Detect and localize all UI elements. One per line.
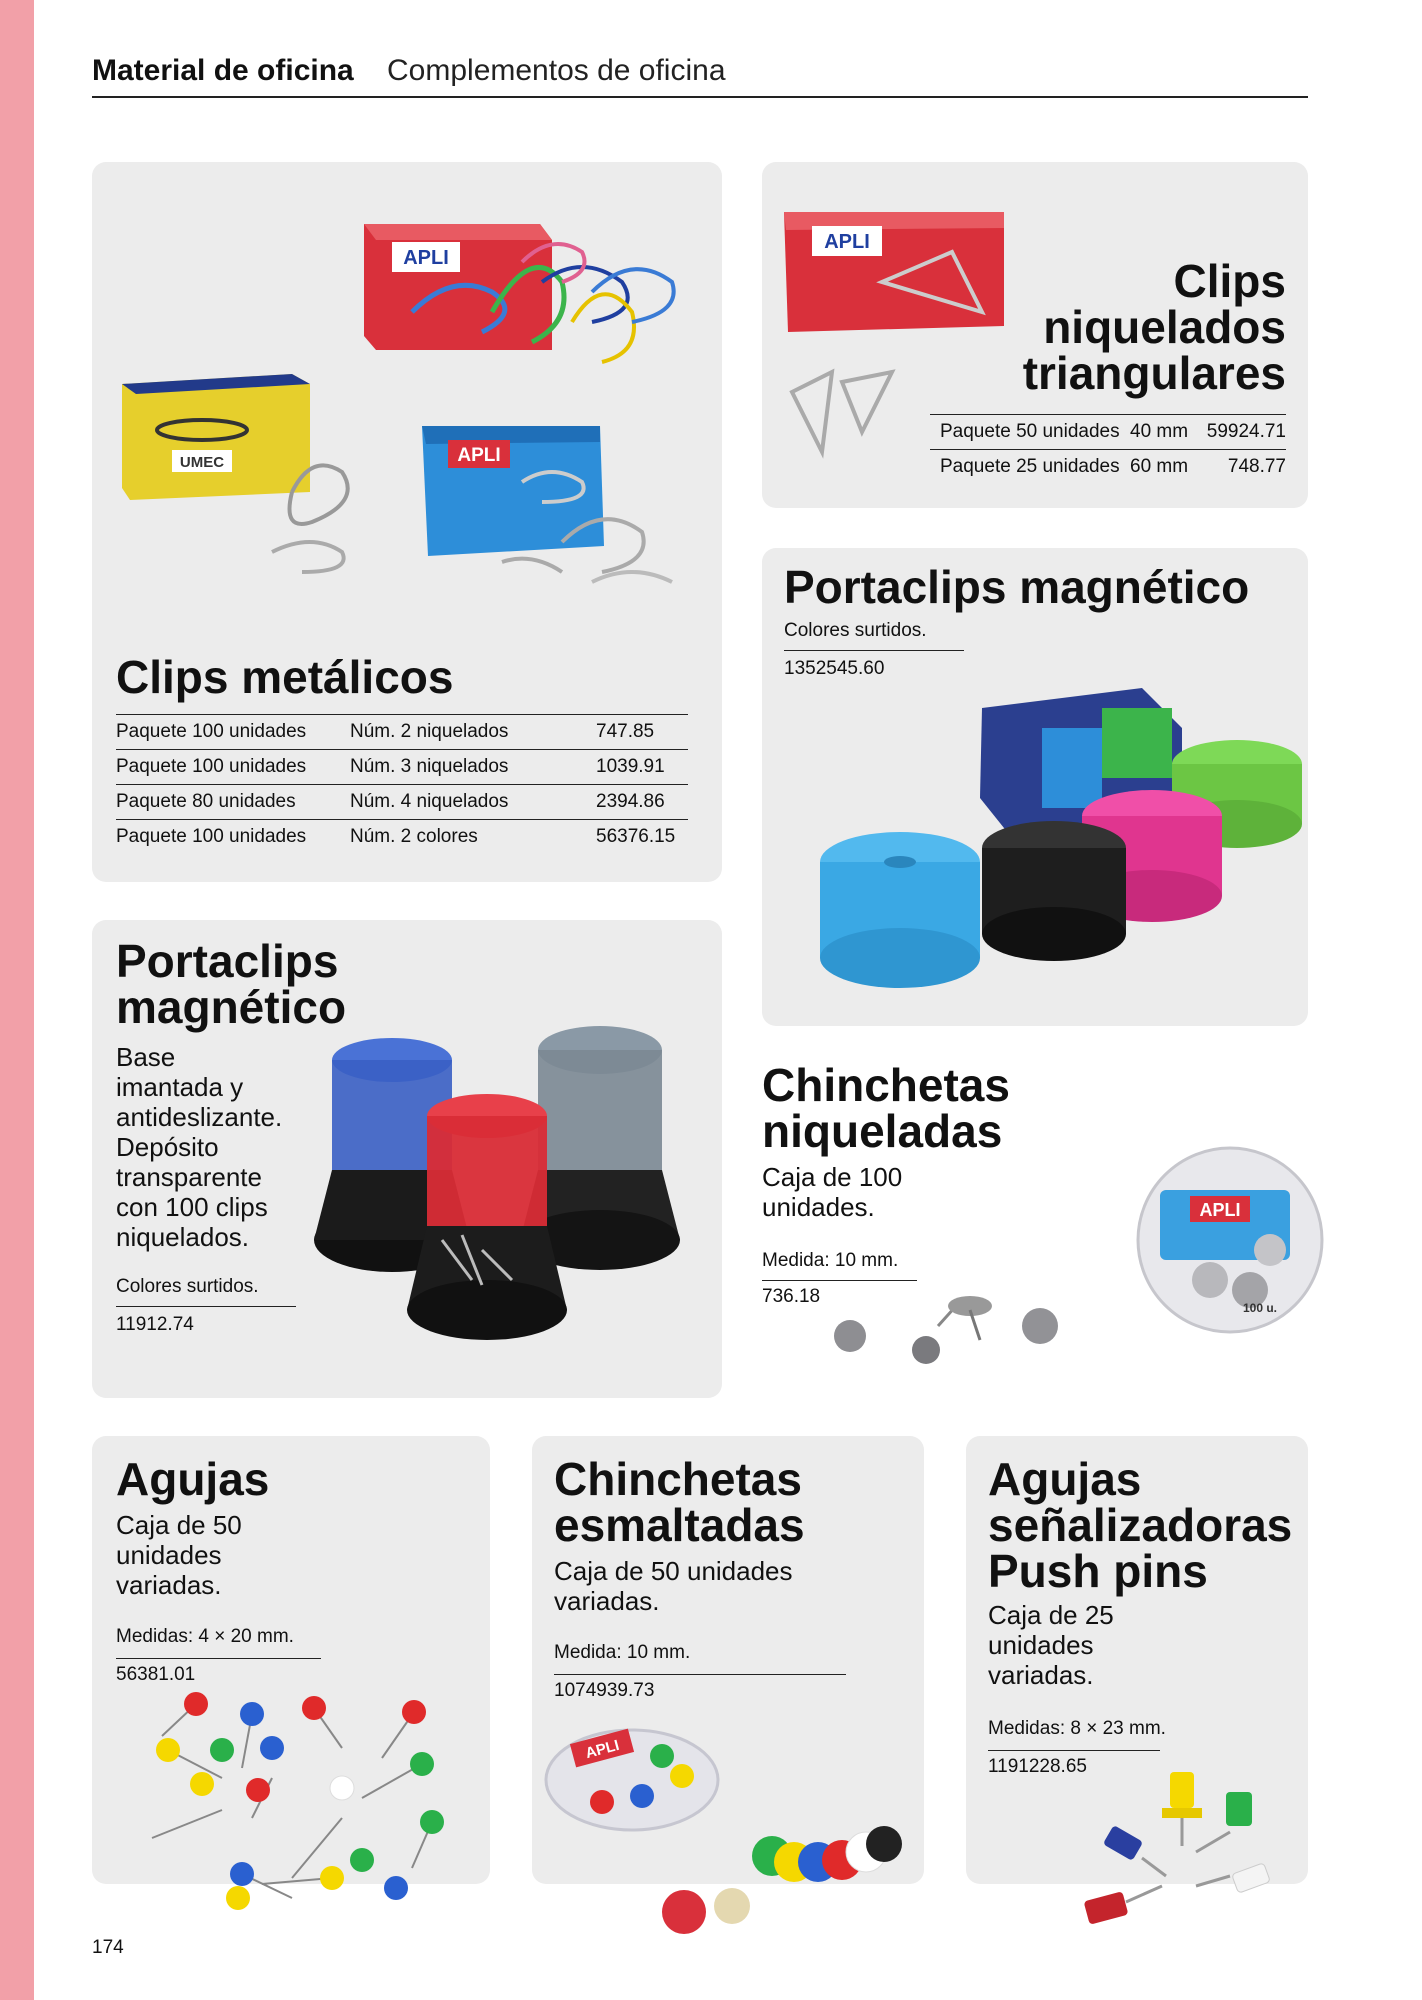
- divider: [554, 1674, 846, 1675]
- push-pin-green: [1196, 1792, 1252, 1852]
- desc-line: imantada y: [116, 1072, 244, 1102]
- product-card-agujas: [92, 1436, 490, 1884]
- title-line: Clips: [1173, 255, 1286, 307]
- pack-cell: Paquete 100 unidades: [116, 750, 350, 785]
- brand-label: APLI: [583, 1736, 622, 1763]
- product-description: [554, 1556, 793, 1616]
- product-description: [988, 1600, 1114, 1690]
- product-image-nickel-thumbtacks: [830, 1140, 1310, 1380]
- product-image-colored-thumbtacks: [532, 1706, 924, 1936]
- desc-line: Base: [116, 1042, 176, 1072]
- product-note: Medidas: 4 × 20 mm.: [116, 1626, 294, 1647]
- product-image-magnetic-clip-holders: [762, 668, 1308, 1026]
- desc-line: Caja de 100: [762, 1162, 903, 1192]
- product-note: Medidas: 8 × 23 mm.: [988, 1718, 1166, 1739]
- desc-line: niquelados.: [116, 1222, 249, 1252]
- brand-label: APLI: [403, 247, 449, 269]
- product-card-clips-metalicos: [92, 162, 722, 882]
- apli-nickel-clips-box: [422, 426, 604, 556]
- product-description: [116, 1510, 242, 1600]
- product-ref: 1352545.60: [784, 658, 885, 679]
- size-cell: 60 mm: [1130, 456, 1189, 477]
- desc-line: unidades: [988, 1630, 1094, 1660]
- ref-cell: 747.85: [596, 715, 688, 750]
- product-note: Colores surtidos.: [784, 620, 927, 641]
- ref-cell: 2394.86: [596, 785, 688, 820]
- table-row: [116, 715, 688, 750]
- divider: [784, 650, 964, 651]
- type-cell: Núm. 2 colores: [350, 826, 478, 847]
- divider: [116, 1658, 321, 1659]
- title-line: Push pins: [988, 1545, 1208, 1597]
- umec-clips-box: [122, 374, 310, 500]
- type-cell: Núm. 3 niquelados: [350, 750, 596, 785]
- desc-line: Depósito: [116, 1132, 219, 1162]
- title-line: Agujas: [988, 1453, 1142, 1505]
- product-title: Agujas: [116, 1453, 270, 1505]
- product-image-clip-boxes: [92, 162, 722, 602]
- jar-label: 100 u.: [1242, 1301, 1278, 1315]
- product-note: Medida: 10 mm.: [554, 1642, 691, 1663]
- desc-line: unidades.: [762, 1192, 875, 1222]
- product-title: Portaclips magnético: [784, 561, 1250, 613]
- title-line: magnético: [116, 981, 347, 1033]
- title-line: triangulares: [1022, 347, 1286, 399]
- table-row: [116, 820, 688, 855]
- clips-triangulares-spec-table: [930, 414, 1286, 484]
- product-note: Medida: 10 mm.: [762, 1250, 899, 1271]
- product-title: Clips metálicos: [116, 651, 454, 703]
- push-pin-blue: [1103, 1825, 1166, 1876]
- type-cell: Núm. 2 niquelados: [350, 715, 596, 750]
- ref-cell: 1039.91: [596, 750, 688, 785]
- desc-line: Caja de 25: [988, 1600, 1114, 1630]
- brand-label: UMEC: [179, 454, 225, 471]
- product-card-portaclips-cubo: [762, 548, 1308, 1026]
- title-line: Chinchetas: [554, 1453, 802, 1505]
- product-image-round-clip-dispensers: [312, 1020, 712, 1380]
- section-title: Material de oficina: [92, 54, 354, 87]
- product-note: Colores surtidos.: [116, 1276, 259, 1297]
- desc-line: con 100 clips: [116, 1192, 268, 1222]
- subsection-title: Complementos de oficina: [387, 54, 726, 87]
- desc-line: unidades: [116, 1540, 222, 1570]
- pack-cell: Paquete 100 unidades: [116, 715, 350, 750]
- table-row: [930, 450, 1286, 485]
- pack-cell: Paquete 80 unidades: [116, 785, 350, 820]
- product-card-portaclips-base: [92, 920, 722, 1398]
- product-ref: 56381.01: [116, 1664, 196, 1685]
- product-image-push-pins: [1066, 1736, 1306, 1936]
- divider: [116, 1306, 296, 1307]
- product-title: [554, 1453, 805, 1551]
- page-header: [92, 52, 1308, 98]
- product-card-clips-triangulares: [762, 162, 1308, 508]
- title-line: niqueladas: [762, 1105, 1003, 1157]
- brand-label: APLI: [824, 231, 870, 253]
- apli-colored-clips-box: [364, 224, 674, 362]
- title-line: Portaclips: [116, 935, 339, 987]
- desc-line: Caja de 50 unidades: [554, 1556, 793, 1586]
- title-line: señalizadoras: [988, 1499, 1293, 1551]
- page-number: 174: [92, 1937, 124, 1958]
- product-ref: 736.18: [762, 1286, 821, 1307]
- pack-cell: Paquete 100 unidades: [116, 826, 307, 847]
- desc-line: variadas.: [116, 1570, 222, 1600]
- push-pin-yellow: [1162, 1772, 1202, 1846]
- product-card-chinchetas-esmaltadas: [532, 1436, 924, 1884]
- product-ref: 1074939.73: [554, 1680, 655, 1701]
- size-cell: 40 mm: [1130, 415, 1200, 450]
- pack-cell: Paquete 50 unidades: [930, 415, 1130, 450]
- push-pin-white: [1196, 1863, 1270, 1893]
- title-line: esmaltadas: [554, 1499, 805, 1551]
- desc-line: variadas.: [988, 1660, 1094, 1690]
- table-row: [930, 415, 1286, 450]
- product-ref: 1191228.65: [988, 1756, 1087, 1777]
- clips-metalicos-spec-table: [116, 714, 688, 854]
- table-row: [116, 785, 688, 820]
- desc-line: antideslizante.: [116, 1102, 283, 1132]
- ref-cell: 56376.15: [596, 826, 676, 847]
- product-title: [116, 935, 347, 1033]
- page-accent-strip: [0, 0, 34, 2000]
- brand-label: APLI: [457, 445, 501, 466]
- ref-cell: 748.77: [1227, 456, 1286, 477]
- pack-cell: Paquete 25 unidades: [940, 456, 1120, 477]
- title-line: niquelados: [1043, 301, 1286, 353]
- product-image-map-pins: [92, 1688, 490, 1908]
- product-card-push-pins: [966, 1436, 1308, 1884]
- product-description: [116, 1042, 282, 1252]
- brand-label: APLI: [1199, 1200, 1241, 1220]
- title-line: Chinchetas: [762, 1059, 1010, 1111]
- product-title: [1022, 255, 1286, 399]
- ref-cell: 59924.71: [1200, 415, 1286, 450]
- product-title: [988, 1453, 1293, 1597]
- type-cell: Núm. 4 niquelados: [350, 785, 596, 820]
- desc-line: Caja de 50: [116, 1510, 242, 1540]
- table-row: [116, 750, 688, 785]
- push-pin-red: [1084, 1886, 1162, 1925]
- product-ref: 11912.74: [116, 1314, 194, 1335]
- desc-line: variadas.: [554, 1586, 660, 1616]
- desc-line: transparente: [116, 1162, 262, 1192]
